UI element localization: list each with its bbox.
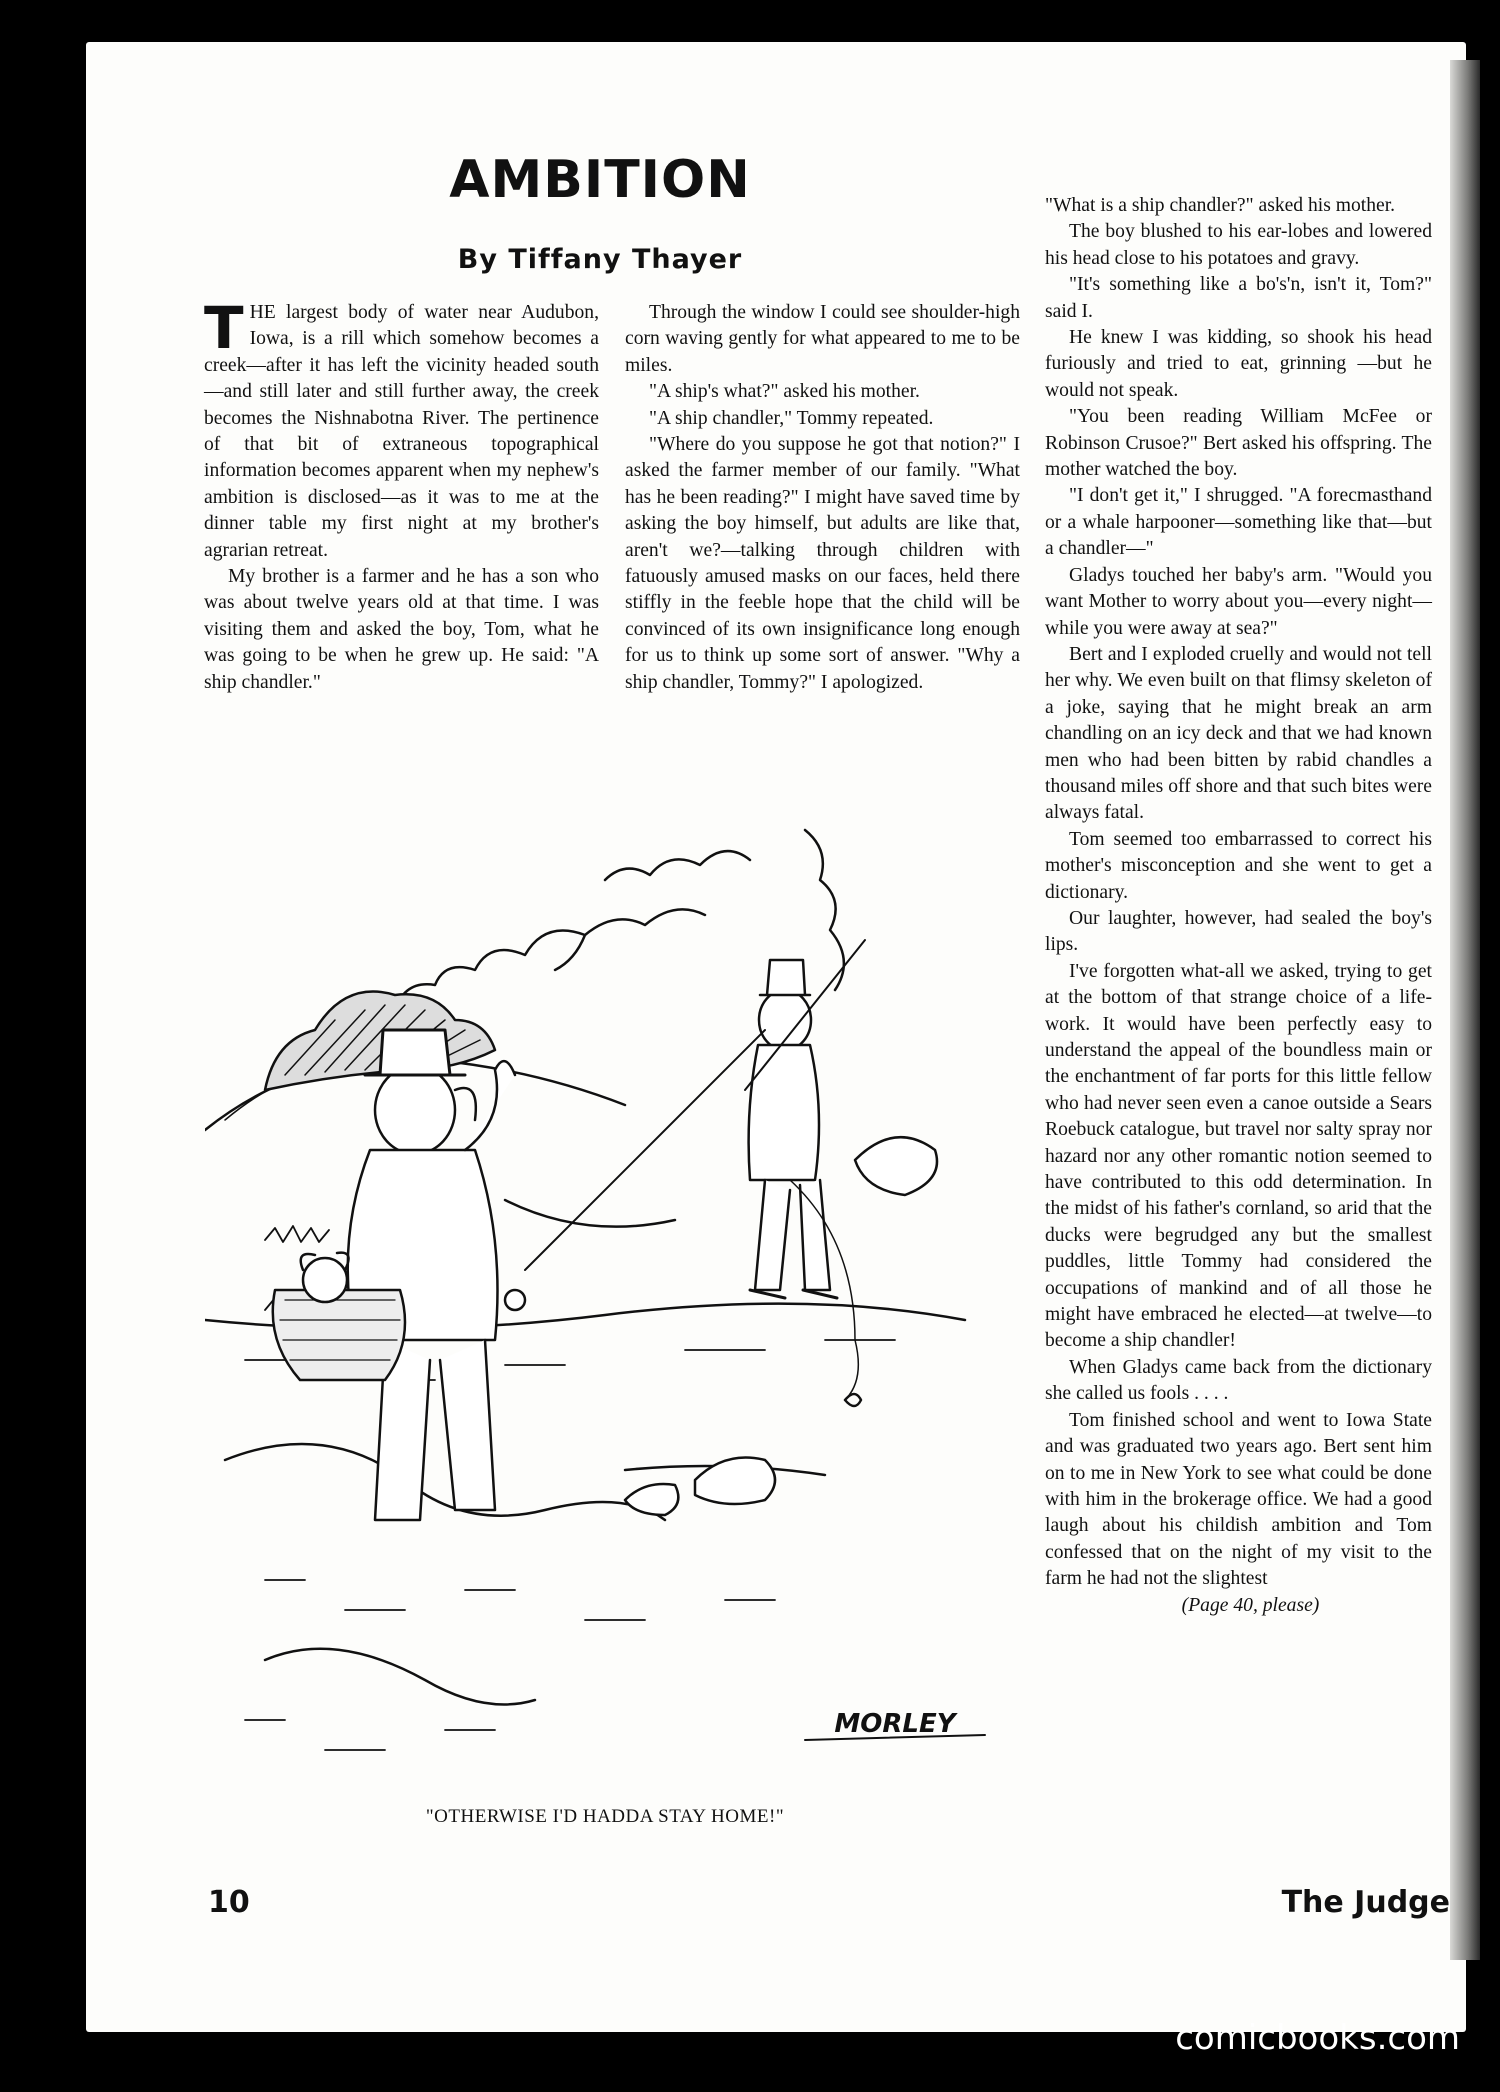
magazine-name: The Judge xyxy=(1281,1885,1450,1920)
paragraph xyxy=(204,294,599,564)
paragraph-text: HE largest body of water near Audubon, Iowa, is a rill which somehow becomes a creek—after it has left the vicinity headed south—and still later and still further away, the creek becomes the Nishnabotna River. The pertinence of that bit of extraneous topographical information becomes apparent when my nephew's ambition is disclosed—as it was to me at the dinner table my first night at my brother's agrarian retreat. xyxy=(204,302,599,561)
continued-note: (Page 40, please) xyxy=(1181,1594,1320,1616)
paragraph: He knew I was kidding, so shook his head furiously and tried to eat, grinning —but he would not speak. xyxy=(1045,327,1432,401)
paragraph: "What is a ship chandler?" asked his mother. xyxy=(1045,195,1396,216)
paragraph: "It's something like a bo's'n, isn't it, Tom?" said I. xyxy=(1045,274,1432,322)
paragraph: Bert and I exploded cruelly and would not tell her why. We even built on that flimsy skeleton of a joke, saying that he might break an arm chandling on an icy deck and that we had known men who had been bitten by rabid chandles a thousand miles off shore and that such bites were always fatal. xyxy=(1045,643,1432,824)
paragraph: My brother is a farmer and he has a son who was about twelve years old at that time. I was visiting them and asked the boy, Tom, what he was going to be when he grew up. He said: "A ship chandler." xyxy=(204,566,599,693)
page-number: 10 xyxy=(208,1885,250,1920)
text-column-3 xyxy=(1045,193,1432,1619)
artist-signature: MORLEY xyxy=(834,1709,956,1739)
paragraph: "A ship chandler," Tommy repeated. xyxy=(649,407,934,429)
paragraph: Tom finished school and went to Iowa State and was graduated two years ago. Bert sent him on to me in New York to see what could be done with him in the brokerage office. We had a good laugh about his childish ambition and Tom confessed that on the night of my visit to the farm he had not the slightest xyxy=(1045,1409,1432,1590)
text-column-1 xyxy=(204,294,599,696)
paragraph: "Where do you suppose he got that notion?" I asked the farmer member of our family. "What has he been reading?" I might have saved time by asking the boy himself, but adults are like that, aren't we?—talking through children with fatuously amused masks on our faces, held there stiffly in the feeble hope that the child will be convinced of its own insignificance long enough for us to think up some sort of answer. "Why a ship chandler, Tommy?" I apologized. xyxy=(625,434,1020,693)
paragraph: "I don't get it," I shrugged. "A forecmasthand or a whale harpooner—something like that—but a chandler—" xyxy=(1045,485,1432,560)
article-title: AMBITION xyxy=(449,150,751,210)
fishing-cartoon xyxy=(205,820,1005,1800)
paragraph: I've forgotten what-all we asked, trying to get at the bottom of that strange choice of a life-work. It would have been perfectly easy to understand the appeal of the boundless main or the enchantment of far ports for this little fellow who had never seen even a canoe outside a Sears Roebuck catalogue, but travel nor salty spray nor hazard nor any other romantic notion seemed to have contributed to this odd determination. In the midst of his father's cornland, so arid that the ducks were begrudged any but the smallest puddles, little Tommy had considered the occupations of mankind and of all those he might have embraced he elected—at twelve—to become a ship chandler! xyxy=(1045,960,1432,1352)
cartoon-caption: "OTHERWISE I'D HADDA STAY HOME!" xyxy=(425,1806,785,1827)
text-column-2 xyxy=(625,300,1020,696)
paragraph: "A ship's what?" asked his mother. xyxy=(649,381,920,403)
paragraph: "You been reading William McFee or Robinson Crusoe?" Bert asked his offspring. The mother watched the boy. xyxy=(1045,406,1432,481)
paragraph: When Gladys came back from the dictionary she called us fools . . . . xyxy=(1045,1356,1432,1405)
watermark: comicbooks.com xyxy=(1175,2018,1460,2058)
drop-cap: T xyxy=(204,294,244,362)
paragraph: Our laughter, however, had sealed the boy's lips. xyxy=(1045,907,1432,956)
page-edge-shadow xyxy=(1450,60,1480,1960)
paragraph: The boy blushed to his ear-lobes and lowered his head close to his potatoes and gravy. xyxy=(1045,221,1432,269)
paragraph: Tom seemed too embarrassed to correct his mother's misconception and she went to get a dictionary. xyxy=(1045,828,1432,903)
article-byline: By Tiffany Thayer xyxy=(457,244,743,275)
paragraph: Through the window I could see shoulder-high corn waving gently for what appeared to me to be miles. xyxy=(625,302,1020,376)
paragraph: Gladys touched her baby's arm. "Would you want Mother to worry about you—every night—while you were away at sea?" xyxy=(1045,564,1432,639)
